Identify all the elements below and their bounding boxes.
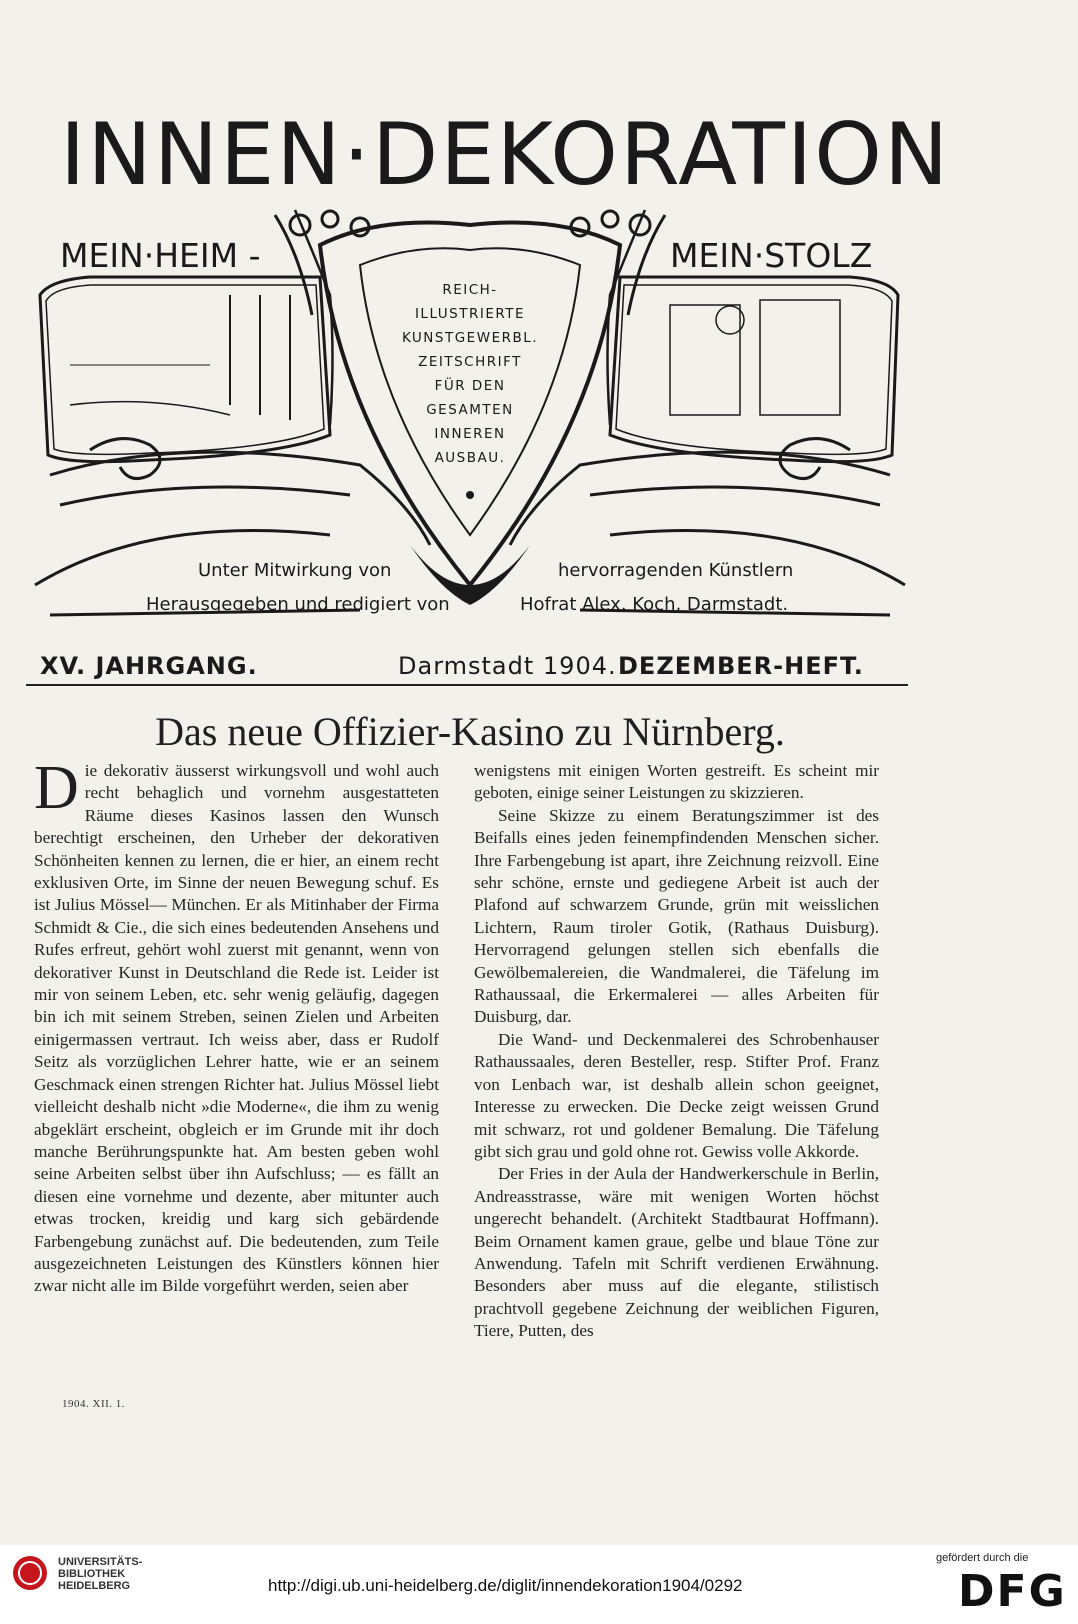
subtitle-block [380, 278, 560, 470]
paragraph: Die Wand- und Deckenmalerei des Schrobenhauser Rathaussaales, deren Besteller, resp. Stifter Prof. Franz von Lenbach war, ist deshalb allein schon geeignet, Interesse zu erwecken. Die Decke zeigt weissen Grund mit schwarz, rot und goldener Bemalung. Die Täfelung gibt sich grau und gold ohne rot. Gewiss volle Akkorde. [474, 1029, 879, 1161]
credit-right-1: hervorragenden Künstlern [558, 560, 794, 581]
paragraph: wenigstens mit einigen Worten gestreift. Es scheint mir geboten, einige seiner Leistungen zu skizzieren. [474, 761, 879, 803]
page-signature: 1904. XII. 1. [62, 1398, 126, 1410]
drop-cap: D [34, 754, 79, 822]
university-name: UNIVERSITÄTS- BIBLIOTHEK HEIDELBERG [58, 1556, 143, 1592]
volume-label: XV. JAHRGANG. [40, 652, 258, 680]
credit-left-1: Unter Mitwirkung von [198, 560, 392, 581]
dfg-caption: gefördert durch die [936, 1552, 1029, 1564]
motto-right: MEIN·STOLZ [670, 236, 873, 275]
subtitle-line: ILLUSTRIERTE [414, 306, 526, 322]
header-rule [26, 684, 908, 686]
article-headline: Das neue Offizier-Kasino zu Nürnberg. [155, 709, 785, 754]
paragraph: Die dekorativ äusserst wirkungsvoll und wohl auch recht behaglich und vornehm ausgestatteten Räume dieses Kasinos lassen den Wunsch berechtigt erscheinen, den Urheber der dekorativen Schönheiten kennen zu lernen, die er hier, an einem recht exklusiven Orte, im Sinne der neuen Bewegung schuf. Es ist Julius Mössel— München. Er als Mitinhaber der Firma Schmidt & Cie., die sich eines bedeutenden Ansehens und Rufes erfreut, gehört wohl zuerst mit genannt, wenn von dekorativer Kunst in Deutschland die Rede ist. Leider ist mir von seinem Leben, etc. sehr wenig geläufig, dagegen bin ich mit seinem Streben, seinen Zielen und Arbeiten einigermassen vertraut. Ich weiss aber, dass er Rudolf Seitz als vorzüglichen Lehrer hatte, wie er an seinem Geschmack einen strengen Richter hat. Julius Mössel liebt vielleicht deshalb nicht »die Moderne«, die ihm zu wenig abgeklärt erscheint, obgleich er im Grunde mit ihr doch manche Berührungspunkte hat. Am besten geben wohl seine Arbeiten selbst über ihn Aufschluss; — es fällt an diesen eine vornehme und dezente, aber mitunter auch etwas trocken, kreidig und karg sich gebärdende Farbengebung zunächst auf. Die bedeutenden, zum Teile ausgezeichneten Leistungen des Künstlers können hier zwar nicht alle im Bilde vorgeführt werden, seien aber [34, 754, 439, 1296]
source-url-link[interactable]: http://digi.ub.uni-heidelberg.de/diglit/innendekoration1904/0292 [268, 1576, 743, 1595]
motto-left: MEIN·HEIM - [60, 236, 261, 275]
paragraph: Seine Skizze zu einem Beratungszimmer ist des Beifalls eines jeden feinempfindenden Menschen sicher. Ihre Farbengebung ist apart, ihre Zeichnung reizvoll. Eine sehr schöne, ernste und gediegene Arbeit ist auch der Plafond auf schwarzem Grunde, grün mit weisslichen Lichtern, Raum tiroler Gotik, (Rathaus Duisburg). Hervorragend gelungen stellen sich ebenfalls die Gewölbemalereien, die Wandmalerei, die Täfelung im Rathaussaal, die Erkermalerei — alles Arbeiten für Duisburg, dar. [474, 805, 879, 1027]
dfg-logo: DFG [958, 1566, 1067, 1617]
article-column-left [34, 754, 439, 1298]
subtitle-line: KUNSTGEWERBL. [401, 330, 539, 346]
subtitle-line: GESAMTEN [426, 402, 514, 418]
issue-label: DEZEMBER-HEFT. [618, 652, 864, 680]
paragraph: Der Fries in der Aula der Handwerkerschule in Berlin, Andreasstrasse, wäre mit wenigen Worten höchst ungerecht behandelt. (Architekt Stadtbaurat Hoffmann). Beim Ornament kamen graue, gelbe und blaue Töne zur Anwendung. Tafeln mit Schrift verdienen Erwähnung. Besonders aber muss auf die elegante, stilistisch prachtvoll gegebene Zeichnung der weiblichen Figuren, Tiere, Putten, des [474, 1164, 879, 1341]
subtitle-line: FÜR DEN [434, 378, 506, 394]
subtitle-line: ZEITSCHRIFT [418, 354, 522, 370]
magazine-title: INNEN·DEKORATION [60, 105, 951, 205]
university-seal-icon [10, 1553, 50, 1593]
subtitle-line: INNEREN [434, 426, 506, 442]
place-year-label: Darmstadt 1904. [398, 652, 617, 680]
credit-left-2: Herausgegeben und redigiert von [146, 594, 450, 615]
credit-right-2: Hofrat Alex. Koch, Darmstadt. [520, 594, 789, 615]
subtitle-line: AUSBAU. [434, 450, 506, 466]
subtitle-line: REICH- [442, 282, 498, 298]
article-column-right [474, 760, 879, 1343]
